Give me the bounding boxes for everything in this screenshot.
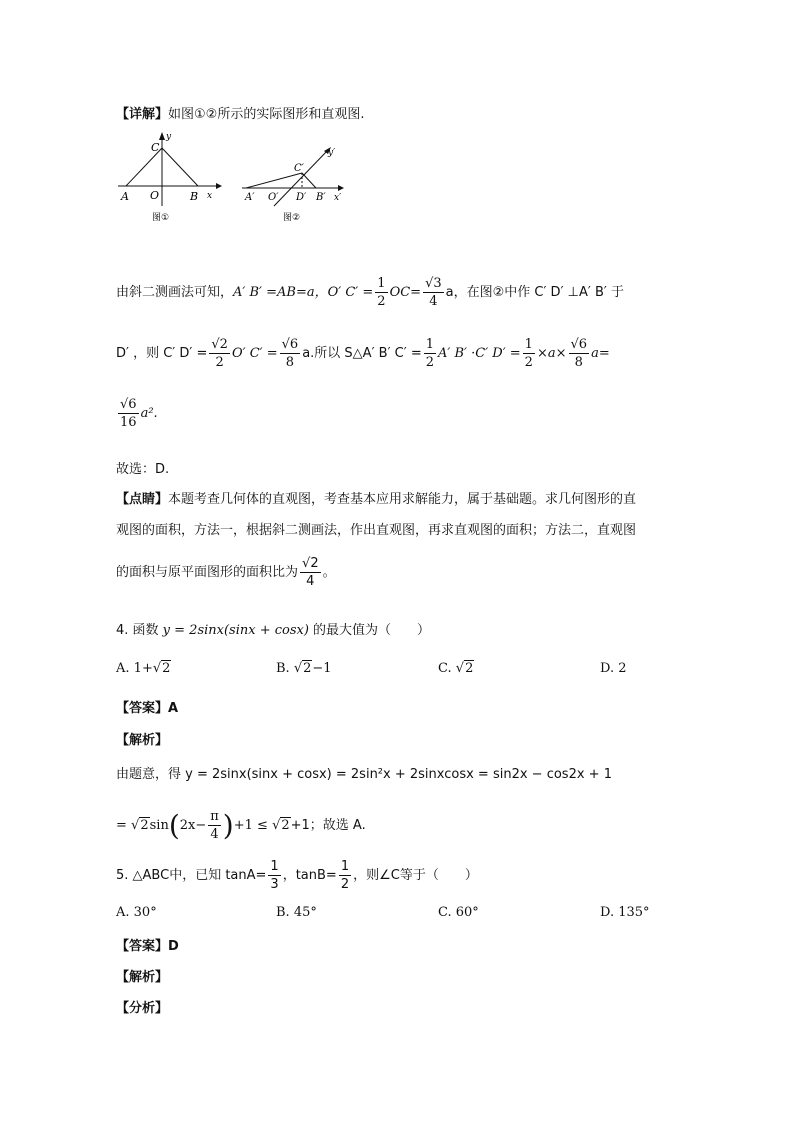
frac-den: 2	[425, 355, 434, 370]
fig1-label-o: O	[150, 189, 160, 202]
frac-num: √2	[302, 556, 319, 571]
radicand: 2	[162, 661, 171, 676]
fig1-caption: 图①	[152, 213, 170, 223]
q4-option-d	[600, 661, 627, 676]
q5-analyze: 【分析】	[116, 1001, 169, 1016]
radicand: 2	[303, 661, 312, 676]
radicand: 2	[465, 661, 474, 676]
radicand: 2	[281, 818, 290, 833]
fraction	[280, 336, 301, 371]
fraction	[423, 275, 444, 310]
fig1-label-c: C	[151, 141, 160, 154]
frac-den: 8	[574, 355, 583, 370]
q4-option-a	[116, 661, 171, 676]
q5-option-a: A. 30°	[116, 905, 157, 920]
frac-num: √6	[281, 337, 299, 352]
sol-text: a².	[140, 406, 158, 421]
frac-num: 1	[340, 859, 350, 874]
fig2-label-b: B′	[316, 192, 326, 203]
option-value: 2	[618, 661, 627, 676]
fig2-label-o: O′	[268, 192, 279, 203]
sqrt: √2	[293, 661, 312, 676]
detail-line	[116, 103, 364, 122]
sol-text: D′ ，则 C′ D′ =	[116, 346, 208, 361]
fig2-label-y: y′	[328, 148, 336, 158]
frac-num: 1	[377, 276, 386, 291]
detail-text: 如图①②所示的实际图形和直观图.	[168, 107, 365, 122]
frac-num: 1	[524, 337, 533, 352]
detail-heading: 【详解】	[116, 107, 169, 122]
fig1-label-b: B	[190, 190, 199, 203]
radicand: 2	[219, 337, 228, 352]
q4-solution-line-1: 由题意，得 y = 2sinx(sinx + cosx) = 2sin²x + 2sinxcosx = sin2x − cos2x + 1	[116, 767, 612, 782]
radicand: 3	[433, 276, 442, 291]
radicand: 6	[128, 397, 137, 412]
fraction	[569, 336, 590, 371]
radicand: 6	[578, 337, 588, 352]
figure-2	[240, 142, 350, 228]
option-label: C.	[438, 661, 452, 676]
fig1-label-a: A	[121, 190, 129, 203]
sol-text: =	[116, 818, 132, 833]
sqrt: √2	[272, 818, 290, 833]
frac-den: 2	[524, 355, 533, 370]
q5-answer: 【答案】D	[116, 939, 179, 954]
option-label: A.	[116, 661, 130, 676]
q4-solution-line-2: = √2sin(2x− $\frac{\pi}{4}$ )+1 ≤ √2+1；故选 A.	[116, 809, 366, 842]
q4-text: 的最大值为（ ）	[308, 623, 431, 638]
fig2-label-c: C′	[294, 163, 304, 174]
frac-num: √6	[570, 337, 588, 352]
q5-text: 5. △ABC中，已知 tanA=	[116, 868, 267, 883]
fraction	[268, 858, 280, 893]
q5-option-d: D. 135°	[600, 905, 650, 920]
frac-den: 4	[306, 574, 315, 589]
comment-heading: 【点睛】	[116, 492, 169, 507]
fraction	[424, 336, 436, 371]
sol-text: A′ B′ =AB=a，O′ C′ =	[233, 285, 374, 300]
q5-text: ，则∠C等于（ ）	[353, 868, 478, 883]
comment-text: 的面积与原平面图形的面积比为	[116, 565, 299, 580]
fig2-label-a: A′	[245, 192, 255, 203]
fig1-label-x: x	[207, 191, 213, 201]
comment-line-3	[116, 555, 336, 590]
fraction	[209, 336, 230, 371]
frac-den: 4	[429, 294, 438, 309]
sol-text: O′ C′ =	[231, 346, 278, 361]
sqrt: √2	[455, 661, 474, 676]
q5-option-b: B. 45°	[276, 905, 317, 920]
comment-line-1	[116, 488, 636, 507]
fraction	[523, 336, 535, 371]
q5-stem	[116, 858, 478, 893]
frac-den: 3	[270, 877, 279, 892]
option-label: B.	[276, 661, 290, 676]
sol-text: a，在图②中作 C′ D′ ⊥A′ B′ 于	[445, 285, 624, 300]
fig2-label-x: x′	[334, 193, 342, 203]
q5-analysis: 【解析】	[116, 970, 169, 985]
q4-answer: 【答案】A	[116, 701, 179, 716]
solution-line-1	[116, 275, 624, 310]
sol-text: +1；故选 A.	[290, 818, 366, 833]
sol-text: a.所以 S△A′ B′ C′ =	[302, 346, 422, 361]
sol-text: +1 ≤	[233, 818, 273, 833]
radicand: 6	[289, 337, 299, 352]
frac-den: 4	[210, 827, 219, 842]
fig1-label-y: y	[166, 132, 172, 142]
fraction	[300, 555, 321, 590]
frac-num: √6	[120, 397, 137, 412]
sol-text: 由斜二测画法可知，	[116, 285, 234, 300]
choose-line: 故选：D.	[116, 462, 170, 477]
fraction	[375, 275, 387, 310]
sol-text: ×a×	[536, 346, 567, 361]
q4-text: 4. 函数	[116, 623, 163, 638]
sqrt: √2	[131, 818, 149, 833]
frac-num: 1	[425, 337, 434, 352]
sol-text: 2x−	[179, 818, 207, 833]
fraction	[118, 396, 139, 431]
frac-num: 1	[270, 859, 279, 874]
q4-analysis: 【解析】	[116, 733, 169, 748]
option-value: 1+	[133, 661, 153, 676]
frac-den: 2	[340, 877, 350, 892]
frac-num: π	[210, 809, 219, 824]
q5-option-c: C. 60°	[438, 905, 479, 920]
option-label: D.	[600, 661, 615, 676]
comment-line-2: 观图的面积，方法一，根据斜二测画法，作出直观图，再求直观图的面积；方法二，直观图	[116, 523, 637, 538]
frac-den: 8	[285, 355, 295, 370]
sol-text: a=	[591, 346, 610, 361]
frac-num: √2	[211, 337, 228, 352]
radicand: 2	[310, 556, 319, 571]
comment-text: 。	[322, 565, 336, 580]
frac-den: 16	[120, 415, 137, 430]
figure-1	[116, 128, 226, 228]
fraction	[208, 808, 221, 843]
fig2-caption: 图②	[283, 213, 301, 223]
q4-option-b	[276, 661, 332, 676]
frac-den: 2	[377, 294, 386, 309]
comment-text: 本题考查几何体的直观图，考查基本应用求解能力，属于基础题。求几何图形的直	[168, 492, 637, 507]
frac-num: √3	[425, 276, 442, 291]
option-value: −1	[312, 661, 332, 676]
solution-line-3	[116, 396, 158, 431]
sol-text: OC=	[389, 285, 422, 300]
q4-option-c	[438, 661, 474, 676]
sqrt: √2	[152, 661, 171, 676]
q4-stem	[116, 619, 430, 638]
fig2-label-d: D′	[296, 192, 307, 203]
sol-text: sin	[149, 818, 169, 833]
radicand: 2	[140, 818, 149, 833]
sol-text: A′ B′ ·C′ D′ =	[438, 346, 521, 361]
q5-text: ，tanB=	[282, 868, 337, 883]
q4-formula: y = 2sinx(sinx + cosx)	[162, 623, 309, 638]
frac-den: 2	[215, 355, 224, 370]
solution-line-2	[116, 336, 610, 371]
fraction	[339, 858, 351, 893]
